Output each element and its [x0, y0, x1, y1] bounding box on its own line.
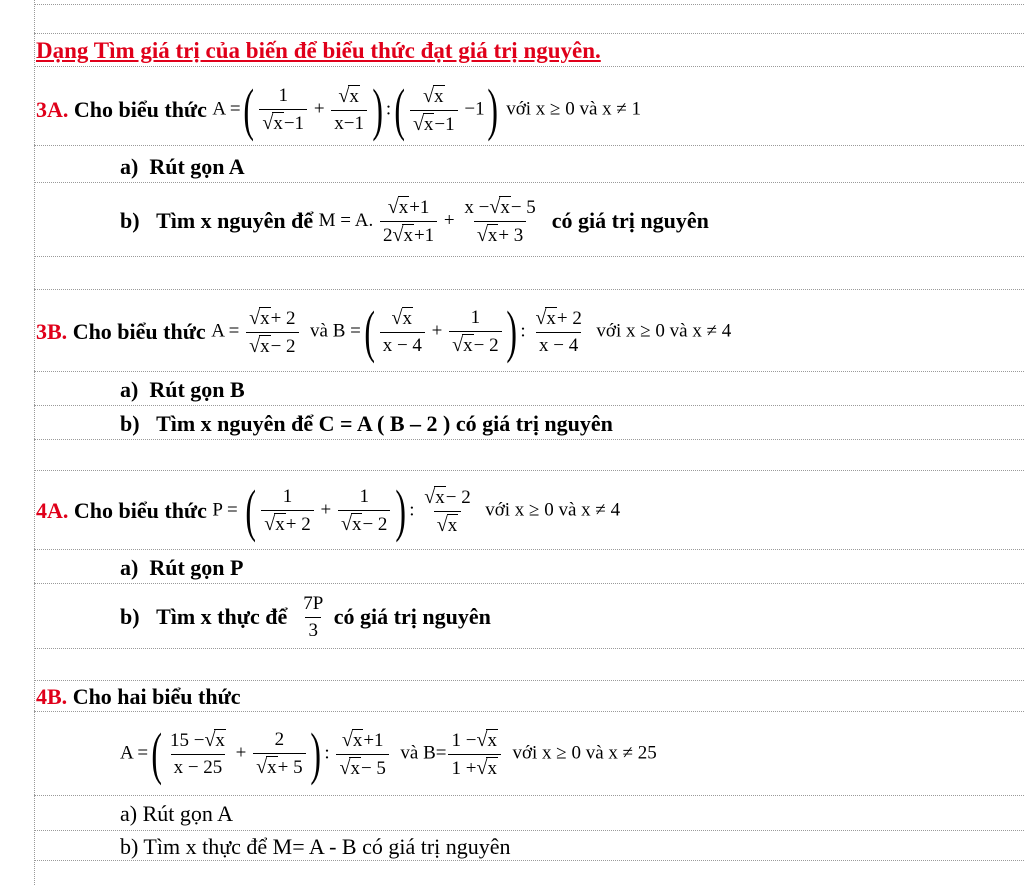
fraction: $\frac{√x+ 2}{√x- 2}$	[246, 307, 298, 358]
fraction: $\frac{1}{√x+ 2}$	[261, 486, 313, 536]
denominator: √x+ 3	[474, 221, 526, 247]
problem-intro: Cho hai biểu thức	[72, 684, 241, 709]
problem-4b-statement	[36, 684, 241, 710]
problem-3b-part-a: a) Rút gọn B	[120, 377, 245, 402]
sqrt: √x	[262, 112, 283, 134]
rule-line	[34, 795, 1024, 796]
condition: với x ≥ 0 và x ≠ 4	[485, 499, 621, 521]
fraction: $\frac{15 -√x}{x - 25}$	[169, 729, 225, 778]
rule-line	[34, 4, 1024, 5]
rule-line	[34, 860, 1024, 861]
fraction: $\frac{√x+1}{√x- 5}$	[336, 729, 388, 780]
fraction: $\frac{1}{√x- 2}$	[338, 486, 390, 536]
problem-intro: Cho biểu thức	[73, 498, 207, 523]
fraction: $\frac{√x- 2}{√x}$	[424, 485, 471, 536]
fraction	[380, 196, 437, 247]
numerator: x −√x− 5	[464, 195, 536, 218]
problem-3a-statement	[36, 76, 641, 144]
numerator	[335, 85, 362, 110]
sqrt: √x	[423, 84, 444, 107]
math-text: +	[313, 98, 325, 120]
fraction	[410, 85, 458, 136]
rule-line	[34, 583, 1024, 584]
sqrt: √x	[412, 112, 434, 135]
problem-4b-part-b: b) Tìm x thực để M= A - B có giá trị nguyên	[120, 834, 511, 859]
fraction: $\frac{1 -√x}{1 +√x}$	[448, 729, 500, 780]
problem-4a-statement	[36, 476, 620, 546]
rule-line	[34, 405, 1024, 406]
math-expression	[212, 77, 642, 142]
problem-4a-part-a: a) Rút gọn P	[120, 555, 244, 580]
math-text: :	[385, 98, 392, 120]
rule-line	[34, 439, 1024, 440]
fraction: $\frac{√x}{x - 4}$	[380, 307, 425, 357]
problem-3b-part-b: b) Tìm x nguyên để C = A ( B – 2 ) có giá trị nguyên	[120, 411, 613, 436]
fraction	[259, 85, 307, 135]
math-text: −1	[464, 98, 485, 120]
problem-label: 3B.	[36, 319, 68, 344]
denominator: 2√x+1	[380, 221, 437, 247]
rule-line	[34, 289, 1024, 290]
rule-line	[34, 371, 1024, 372]
problem-label: 3A.	[36, 97, 69, 122]
rule-line	[34, 66, 1024, 67]
problem-3a-part-b: b) Tìm x nguyên để M = A. $\frac{√x+1}{2√x+1}$ + $\frac{x -√x- 5}{√x+ 3}$ có giá trị nguyên	[120, 195, 709, 246]
rule-line	[34, 711, 1024, 712]
problem-4a-part-b: b) Tìm x thực để $\frac{7P}{3}$ có giá trị nguyên	[120, 592, 491, 641]
paren-right: )	[395, 478, 407, 543]
paren-left: (	[245, 478, 257, 543]
fraction: $\frac{1}{√x- 2}$	[449, 307, 501, 357]
math-text: A =	[212, 98, 241, 120]
rule-line	[34, 648, 1024, 649]
fraction: $\frac{7P}{3}$	[303, 592, 324, 641]
rule-line	[34, 830, 1024, 831]
paren-right: )	[310, 721, 322, 786]
numerator: √x+1	[387, 195, 430, 218]
problem-4b-part-a: a) Rút gọn A	[120, 801, 234, 826]
paren-right: )	[487, 77, 499, 142]
math-expression: P = ( $\frac{1}{√x+ 2}$ + $\frac{1}{√x- 2}$ ) : $\frac{√x- 2}{√x}$ với x ≥ 0 và x ≠ 4	[212, 478, 621, 543]
fraction	[331, 85, 367, 135]
problem-3a-part-a: a) Rút gọn A	[120, 154, 245, 179]
rule-line	[34, 256, 1024, 257]
math-expression: A = $\frac{√x+ 2}{√x- 2}$ và B = ( $\frac{√x}{x - 4}$ + $\frac{1}{√x- 2}$ ) : $\frac{√x+ 2}{x - 4}$ với x ≥ 0 và x ≠ 4	[211, 299, 732, 364]
numerator	[420, 85, 447, 110]
problem-intro: Cho biểu thức	[72, 319, 206, 344]
denominator: √x−1	[410, 110, 458, 136]
condition: với x ≥ 0 và x ≠ 1	[506, 98, 642, 120]
denominator: x−1	[331, 110, 367, 135]
rule-line	[34, 145, 1024, 146]
sqrt: √x	[338, 85, 359, 107]
rule-line	[34, 470, 1024, 471]
problem-intro: Cho biểu thức	[73, 97, 207, 122]
page-heading: Dạng Tìm giá trị của biến để biểu thức đạt giá trị nguyên.	[36, 38, 601, 63]
fraction: $\frac{√x+ 2}{x - 4}$	[535, 307, 582, 356]
rule-line	[34, 33, 1024, 34]
denominator: √x−1	[259, 109, 307, 135]
paren-left: (	[243, 77, 255, 142]
condition: với x ≥ 0 và x ≠ 25	[512, 742, 657, 764]
paren-left: (	[363, 299, 375, 364]
rule-line	[34, 680, 1024, 681]
paren-left: (	[151, 721, 162, 786]
fraction: $\frac{2}{√x+ 5}$	[253, 729, 305, 779]
problem-4b-formula	[120, 716, 657, 792]
rule-line	[34, 182, 1024, 183]
condition: với x ≥ 0 và x ≠ 4	[596, 320, 732, 342]
paren-left: (	[394, 77, 405, 142]
fraction	[461, 196, 538, 247]
problem-label: 4A.	[36, 498, 69, 523]
math-expression: M = A. $\frac{√x+1}{2√x+1}$ + $\frac{x -√x- 5}{√x+ 3}$	[319, 196, 541, 247]
numerator: 1	[278, 85, 288, 106]
problem-3b-statement	[36, 296, 731, 368]
rule-line	[34, 549, 1024, 550]
paren-right: )	[372, 77, 383, 142]
problem-label: 4B.	[36, 684, 68, 709]
paren-right: )	[506, 299, 518, 364]
math-expression: A = ( $\frac{15 -√x}{x - 25}$ + $\frac{2}{√x+ 5}$ ) : $\frac{√x+1}{√x- 5}$ và B= $\frac{1 -√x}{1 +√x}$ với x ≥ 0 và x ≠ 25	[120, 721, 657, 786]
